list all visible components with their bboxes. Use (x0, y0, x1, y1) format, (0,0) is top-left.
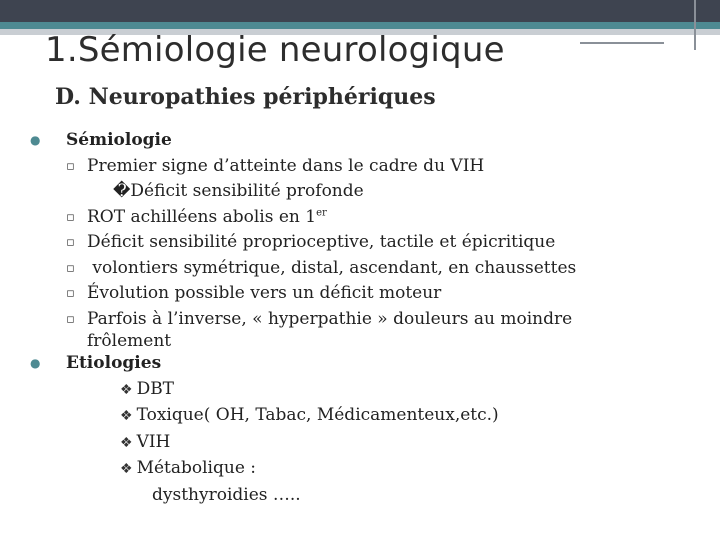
list-item-continuation: �Déficit sensibilité profonde (113, 181, 364, 201)
list-item-text: Parfois à l’inverse, « hyperpathie » douleurs au moindre (87, 308, 573, 329)
slide-title: 1.Sémiologie neurologique (45, 30, 505, 70)
list-item-text: DBT (136, 378, 175, 399)
section-heading-label: Etiologies (66, 353, 162, 373)
slide-subtitle: D. Neuropathies périphériques (55, 84, 436, 110)
slide-body (30, 128, 670, 508)
list-item (30, 403, 670, 430)
list-item-text: ROT achilléens abolis en 1 (87, 206, 317, 227)
top-dark-band (0, 0, 720, 22)
diamond-bullet-icon: ❖ (120, 408, 133, 424)
list-item-text: Déficit sensibilité proprioceptive, tactile et épicritique (87, 232, 556, 252)
list-item-text: VIH (136, 431, 171, 452)
list-item (30, 377, 670, 404)
square-bullet-icon: ▫ (66, 158, 75, 174)
list-item (30, 456, 670, 483)
superscript-text: er (316, 206, 327, 218)
diamond-bullet-icon: ❖ (120, 461, 133, 477)
list-item (30, 430, 670, 457)
section-heading-etiologies (30, 351, 670, 377)
section-heading-label: Sémiologie (66, 130, 172, 150)
square-bullet-icon: ▫ (66, 260, 75, 276)
decorative-right-rule (694, 0, 720, 50)
diamond-bullet-icon: ❖ (120, 434, 133, 451)
square-bullet-icon: ▫ (66, 311, 75, 327)
section-heading-semiologie (30, 128, 670, 154)
list-item (30, 205, 670, 231)
list-item-wrap: frôlement (87, 331, 172, 351)
list-item-text: Évolution possible vers un déficit moteur (87, 283, 442, 303)
list-item (30, 230, 670, 256)
list-item (30, 154, 670, 180)
list-item (30, 307, 670, 333)
list-item (30, 281, 670, 307)
square-bullet-icon: ▫ (66, 235, 75, 250)
list-item-continuation: dysthyroidies ….. (152, 484, 301, 505)
bullet-dot-icon: ● (30, 356, 41, 370)
square-bullet-icon: ▫ (66, 286, 75, 301)
list-item-text: Premier signe d’atteinte dans le cadre du VIH (87, 155, 485, 176)
list-item (30, 256, 670, 282)
list-item-text: volontiers symétrique, distal, ascendant, en chaussettes (87, 257, 577, 278)
bullet-dot-icon: ● (30, 133, 41, 147)
list-item-text: Toxique( OH, Tabac, Médicamenteux,etc.) (136, 405, 499, 425)
top-teal-band (0, 22, 720, 29)
decorative-title-rule (580, 42, 664, 44)
list-item-text: Métabolique : (136, 458, 257, 478)
square-bullet-icon: ▫ (66, 209, 75, 225)
diamond-bullet-icon: ❖ (120, 381, 133, 398)
